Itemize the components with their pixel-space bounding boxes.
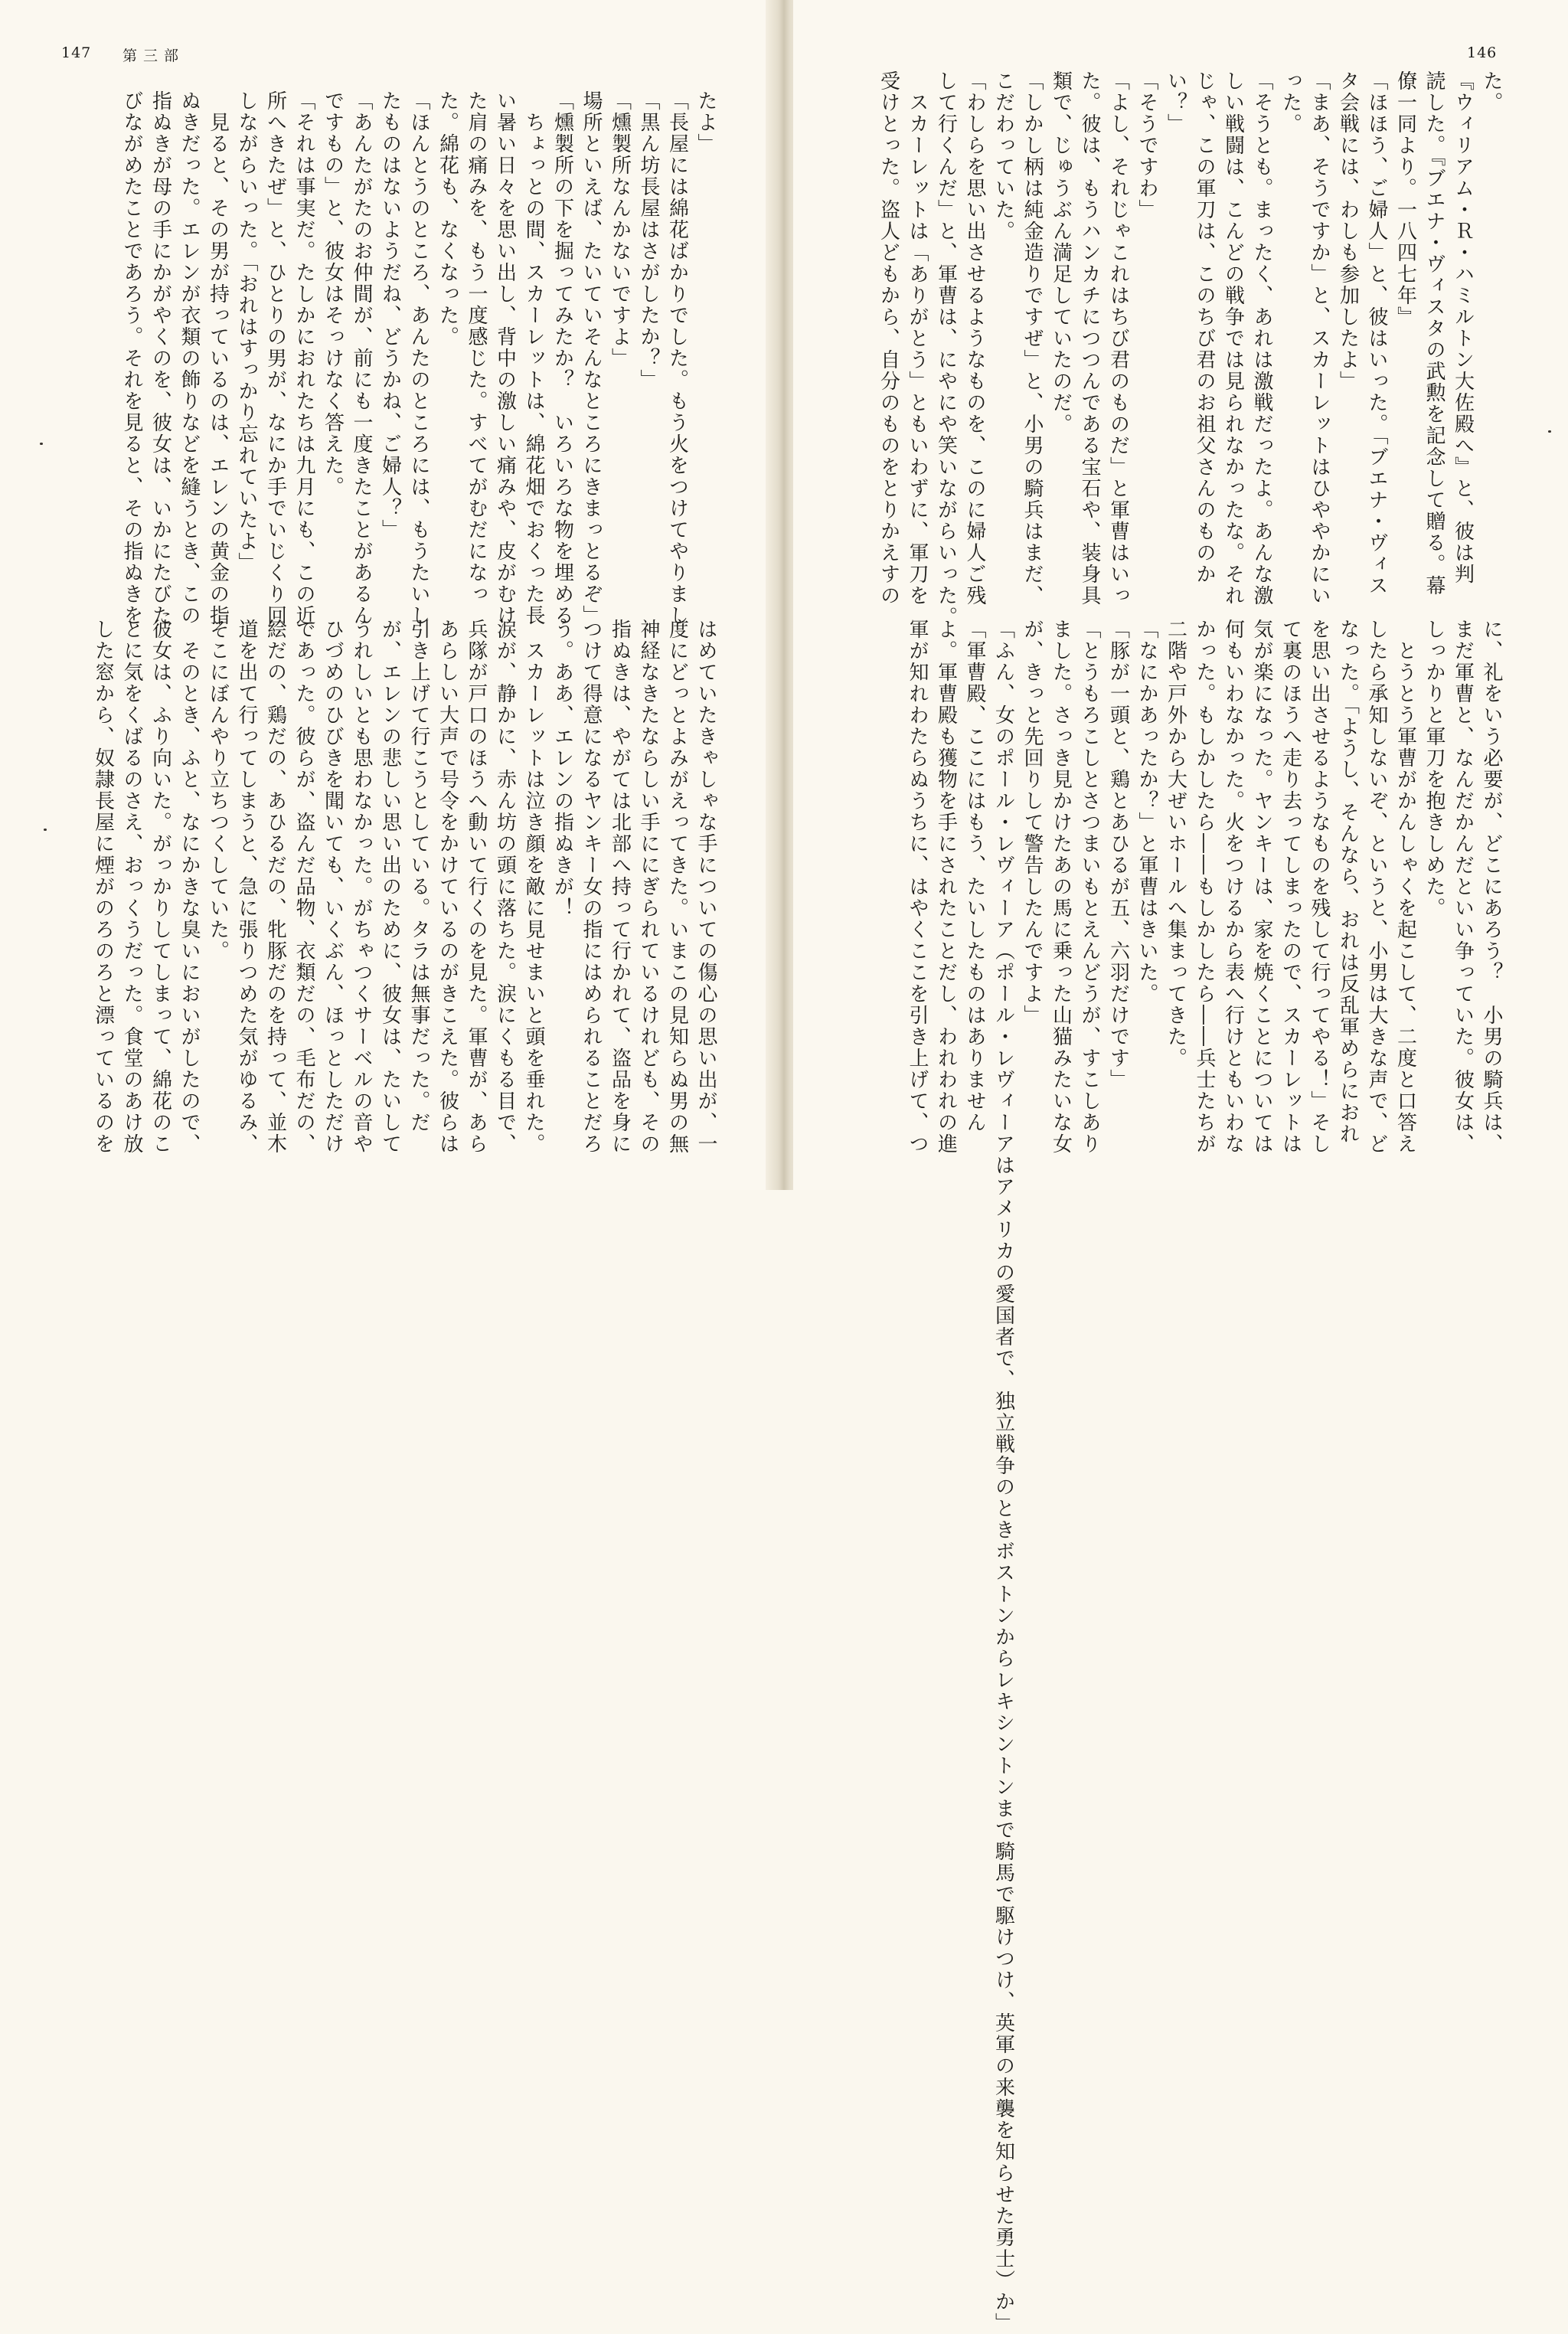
text-column: した窓から、奴隷長屋に煙がのろのろと漂っているのを: [91, 619, 115, 1155]
text-column: 何もいわなかった。火をつけるから表へ行けともいわな: [1221, 619, 1245, 1155]
text-column: ひづめのひびきを聞いても、いくぶん、ほっとしただけ: [321, 619, 345, 1155]
text-column: た。: [1480, 70, 1503, 113]
text-column: かった。もしかしたら――もしかしたら――兵士たちが: [1193, 619, 1216, 1155]
text-column: が、きっと先回りして警告したんですよ」: [1021, 619, 1044, 1026]
text-column: 「なにかあったか？」と軍曹はきいた。: [1135, 619, 1158, 1005]
text-column: 類で、じゅうぶん満足していたのだ。: [1049, 70, 1073, 435]
left-page: [0, 0, 775, 1190]
text-column: 指ぬきが母の手にかがやくのを、彼女は、いかにたびた: [149, 90, 172, 626]
text-column: 「しかし柄は純金造りですぜ」と、小男の騎兵はまだ、: [1021, 70, 1044, 606]
text-column: い暑い日々を思い出し、背中の激しい痛みや、皮がむけ: [493, 90, 517, 626]
text-column: たよ」: [694, 90, 717, 155]
text-column: た。綿花も、なくなった。: [436, 90, 459, 348]
text-column: を思い出させるようなものを残して行ってやる！」そし: [1308, 619, 1331, 1155]
text-column: うれしいとも思わなかった。がちゃつくサーベルの音や: [350, 619, 373, 1155]
text-column: 「わしらを思い出させるようなものを、このに婦人ご残: [963, 70, 986, 606]
left-page-bottom-text: [54, 619, 720, 1155]
text-column: 絵だの、鶏だの、あひるだの、牝豚だのを持って、並木: [263, 619, 287, 1155]
text-column: しい戦闘は、こんどの戦争では見られなかったな。それ: [1221, 70, 1245, 606]
text-column: まだ軍曹と、なんだかんだといい争っていた。彼女は、: [1451, 619, 1475, 1155]
text-column: じゃ、この軍刀は、このちび君のお祖父さんのものか: [1193, 70, 1216, 585]
text-column: 指ぬきは、やがては北部へ持って行かれて、盗品を身に: [608, 619, 632, 1155]
text-column: 「軍曹殿、ここにはもう、たいしたものはありません: [963, 619, 986, 1133]
text-column: 「まあ、そうですか」と、スカーレットはひややかにい: [1308, 70, 1331, 606]
text-column: 彼女は、ふり向いた。がっかりしてしまって、綿花のこ: [149, 619, 172, 1155]
text-column: 軍が知れわたらぬうちに、はやくここを引き上げて、つ: [906, 619, 929, 1155]
text-column: 引き上げて行こうとしている。タラは無事だった。だ: [407, 619, 430, 1133]
text-column: た。彼は、もうハンカチにつつんである宝石や、装身具: [1078, 70, 1101, 606]
right-page-top-text: [816, 70, 1505, 628]
text-column: 「あんたがたのお仲間が、前にも一度きたことがあるん: [350, 90, 373, 626]
left-page-top-text: [54, 90, 720, 626]
text-column: とうとう軍曹がかんしゃくを起こして、二度と口答え: [1393, 619, 1417, 1155]
text-column: う。ああ、エレンの指ぬきが！: [550, 619, 574, 919]
text-column: とに気をくばるのさえ、おっくうだった。食堂のあけ放: [120, 619, 143, 1155]
text-column: ですもの」と、彼女はそっけなく答えた。: [321, 90, 345, 498]
text-column: たものはないようだね、どうかね、ご婦人？」: [378, 90, 402, 541]
text-column: に、礼をいう必要が、どこにあろう？ 小男の騎兵は、: [1480, 619, 1503, 1155]
text-column: 気が楽になった。ヤンキーは、家を焼くことについては: [1250, 619, 1273, 1155]
text-column: ぬきだった。エレンが衣類の飾りなどを縫うとき、この: [178, 90, 201, 626]
text-column: 読した。『ブエナ・ヴィスタの武勲を記念して贈る。幕: [1423, 70, 1446, 597]
text-column: そこにぼんやり立ちつくしていた。: [206, 619, 230, 962]
text-column: 「燻製所なんかないですよ」: [608, 90, 632, 369]
text-column: しながらいった。「おれはすっかり忘れていたよ」: [235, 90, 258, 574]
text-column: 「ほほう、ご婦人」と、彼はいった。「ブエナ・ヴィス: [1365, 70, 1388, 597]
text-column: 「そうですわ」: [1135, 70, 1158, 221]
section-title: 第三部: [122, 47, 185, 64]
text-column: 神経なきたならしい手ににぎられているけれども、その: [637, 619, 660, 1155]
text-column: 「とうもろこしとさつまいもとえんどうが、すこしあり: [1078, 619, 1101, 1155]
text-column: びながめたことであろう。それを見ると、その指ぬきを: [120, 90, 143, 626]
text-column: 見ると、その男が持っているのは、エレンの黄金の指: [206, 90, 230, 626]
text-column: スカーレットは「ありがとう」ともいわずに、軍刀を: [906, 70, 929, 606]
text-column: 場所といえば、たいていそんなところにきまっとるぞ」: [580, 90, 603, 626]
page-number-left: 147: [61, 44, 92, 61]
text-column: ました。さっき見かけたあの馬に乗った山猫みたいな女: [1049, 619, 1073, 1155]
text-column: 僚一同より。一八四七年』: [1393, 70, 1417, 328]
text-column: あらしい大声で号令をかけているのがきこえた。彼らは: [436, 619, 459, 1155]
text-column: したら承知しないぞ、というと、小男は大きな声で、ど: [1365, 619, 1388, 1155]
text-column: タ会戦には、わしも参加したよ」: [1336, 70, 1360, 392]
text-column: こだわっていた。: [991, 70, 1015, 242]
text-column: よ。軍曹殿も獲物を手にされたことだし、われわれの進: [934, 619, 958, 1155]
text-column: 兵隊が戸口のほうへ動いて行くのを見た。軍曹が、あら: [465, 619, 488, 1155]
text-column: 度にどっとよみがえってきた。いまこの見知らぬ男の無: [665, 619, 689, 1155]
text-column: 「それは事実だ。たしかにおれたちは九月にも、この近: [292, 90, 315, 626]
text-column: 受けとった。盗人どもから、自分のものをとりかえすの: [877, 70, 900, 606]
text-column: 所へきたぜ」と、ひとりの男が、なにか手でいじくり回: [263, 90, 287, 626]
text-column: 「ほんとうのところ、あんたのところには、もうたいし: [407, 90, 430, 626]
text-column: 『ウィリアム・Ｒ・ハミルトン大佐殿へ』と、彼は判: [1451, 70, 1475, 585]
right-page-bottom-text: [816, 619, 1505, 2334]
text-column: 「そうとも。まったく、あれは激戦だったよ。あんな激: [1250, 70, 1273, 606]
text-column: ちょっとの間、スカーレットは、綿花畑でおくった長: [522, 90, 545, 626]
text-column: スカーレットは泣き顔を敵に見せまいと頭を垂れた。: [522, 619, 545, 1155]
text-column: 「長屋には綿花ばかりでした。もう火をつけてやりまし: [665, 90, 689, 626]
text-column: そのとき、ふと、なにかきな臭いにおいがしたので、: [178, 619, 201, 1155]
text-column: 涙が、静かに、赤ん坊の頭に落ちた。涙にくもる目で、: [493, 619, 517, 1155]
text-column: った。: [1279, 70, 1302, 135]
text-column: 「ふん、女のポール・レヴィーア（ポール・レヴィーアはアメリカの愛国者で、独立戦争のときボストンからレキシントンまで騎馬で駆けつけ、英軍の来襲を知らせた勇士）か」: [991, 619, 1015, 2334]
text-column: た肩の痛みを、もう一度感じた。すべてがむだになっ: [465, 90, 488, 605]
text-column: が、エレンの悲しい思い出のために、彼女は、たいして: [378, 619, 402, 1155]
page-number-right: 146: [1467, 44, 1498, 61]
text-column: 「豚が一頭と、鶏とあひるが五、六羽だけです」: [1106, 619, 1130, 1090]
text-column: しっかりと軍刀を抱きしめた。: [1423, 619, 1446, 919]
text-column: して行くんだ」と、軍曹は、にやにや笑いながらいった。: [934, 70, 958, 628]
text-column: つけて得意になるヤンキー女の指にはめられることだろ: [580, 619, 603, 1155]
text-column: なった。「ようし、そんなら、おれは反乱軍めらにおれ: [1336, 619, 1360, 1145]
text-column: はめていたきゃしゃな手についての傷心の思い出が、一: [694, 619, 717, 1155]
text-column: 道を出て行ってしまうと、急に張りつめた気がゆるみ、: [235, 619, 258, 1155]
text-column: 「黒ん坊長屋はさがしたか？」: [637, 90, 660, 391]
right-page: [793, 0, 1568, 2334]
text-column: い？」: [1164, 70, 1187, 135]
text-column: て裏のほうへ走り去ってしまったので、スカーレットは: [1279, 619, 1302, 1155]
text-column: 「よし、それじゃこれはちび君のものだ」と軍曹はいっ: [1106, 70, 1130, 606]
text-column: 二階や戸外から大ぜいホールへ集まってきた。: [1164, 619, 1187, 1069]
text-column: であった。彼らが、盗んだ品物、衣類だの、毛布だの、: [292, 619, 315, 1155]
text-column: 「燻製所の下を掘ってみたか？ いろいろな物を埋める: [550, 90, 574, 626]
